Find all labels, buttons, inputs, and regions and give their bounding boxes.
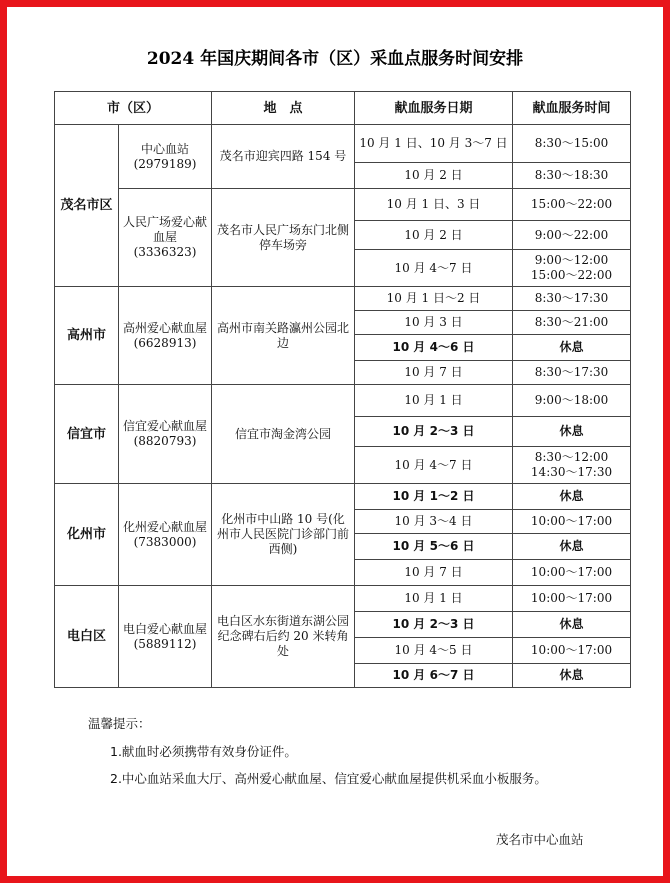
table-row — [55, 586, 631, 612]
site-address-cell: 茂名市人民广场东门北侧停车场旁 — [212, 189, 355, 287]
service-time-cell: 8:30～21:00 — [513, 311, 631, 335]
note-item: 2.中心血站采血大厅、高州爱心献血屋、信宜爱心献血屋提供机采血小板服务。 — [110, 771, 547, 786]
service-time-cell: 休息 — [513, 335, 631, 361]
site-name-cell: 化州爱心献血屋(7383000) — [119, 484, 212, 586]
site-name-cell: 电白爱心献血屋(5889112) — [119, 586, 212, 688]
city-name-cell: 信宜市 — [55, 385, 119, 484]
service-time-cell: 8:30～15:00 — [513, 125, 631, 163]
city-name-cell: 电白区 — [55, 586, 119, 688]
service-time-cell: 15:00～22:00 — [513, 189, 631, 221]
service-time-cell: 10:00～17:00 — [513, 510, 631, 534]
service-date-cell: 10 月 6～7 日 — [355, 664, 513, 688]
service-date-cell: 10 月 2 日 — [355, 163, 513, 189]
table-row — [55, 189, 631, 221]
table-row — [55, 125, 631, 163]
service-time-cell: 8:30～17:30 — [513, 287, 631, 311]
service-date-cell: 10 月 4～7 日 — [355, 447, 513, 484]
service-time-cell: 10:00～17:00 — [513, 586, 631, 612]
service-date-cell: 10 月 1 日 — [355, 385, 513, 417]
header-date: 献血服务日期 — [355, 92, 513, 125]
service-time-cell: 休息 — [513, 484, 631, 510]
service-date-cell: 10 月 1 日 — [355, 586, 513, 612]
site-address-cell: 信宜市淘金湾公园 — [212, 385, 355, 484]
service-time-cell: 休息 — [513, 534, 631, 560]
page-title: 2024 年国庆期间各市（区）采血点服务时间安排 — [146, 49, 524, 69]
header-location: 地 点 — [212, 92, 355, 125]
service-date-cell: 10 月 2 日 — [355, 221, 513, 250]
service-time-cell: 8:30～12:00 14:30～17:30 — [513, 447, 631, 484]
site-address-cell: 高州市南关路瀛州公园北边 — [212, 287, 355, 385]
service-date-cell: 10 月 4～6 日 — [355, 335, 513, 361]
service-date-cell: 10 月 2～3 日 — [355, 612, 513, 638]
service-time-cell: 9:00～22:00 — [513, 221, 631, 250]
service-date-cell: 10 月 7 日 — [355, 361, 513, 385]
service-date-cell: 10 月 1 日～2 日 — [355, 287, 513, 311]
note-item: 1.献血时必须携带有效身份证件。 — [110, 744, 297, 759]
site-address-cell: 电白区水东街道东湖公园纪念碑右后约 20 米转角处 — [212, 586, 355, 688]
city-name-cell: 化州市 — [55, 484, 119, 586]
city-name-cell: 茂名市区 — [55, 125, 119, 287]
notes-section — [88, 714, 547, 796]
footer-signature: 茂名市中心血站 — [496, 832, 584, 847]
site-address-cell: 茂名市迎宾四路 154 号 — [212, 125, 355, 189]
city-name-cell: 高州市 — [55, 287, 119, 385]
service-time-cell: 10:00～17:00 — [513, 638, 631, 664]
service-time-cell: 9:00～12:00 15:00～22:00 — [513, 250, 631, 287]
service-date-cell: 10 月 1 日、10 月 3～7 日 — [355, 125, 513, 163]
service-date-cell: 10 月 5～6 日 — [355, 534, 513, 560]
service-time-cell: 10:00～17:00 — [513, 560, 631, 586]
service-date-cell: 10 月 3 日 — [355, 311, 513, 335]
service-time-cell: 休息 — [513, 664, 631, 688]
schedule-table — [54, 91, 631, 688]
service-time-cell: 休息 — [513, 612, 631, 638]
table-row — [55, 484, 631, 510]
service-date-cell: 10 月 3～4 日 — [355, 510, 513, 534]
site-name-cell: 高州爱心献血屋(6628913) — [119, 287, 212, 385]
header-city: 市（区） — [55, 92, 212, 125]
service-date-cell: 10 月 4～5 日 — [355, 638, 513, 664]
notes-heading: 温馨提示： — [88, 716, 151, 731]
service-time-cell: 8:30～17:30 — [513, 361, 631, 385]
service-date-cell: 10 月 1 日、3 日 — [355, 189, 513, 221]
site-name-cell: 信宜爱心献血屋(8820793) — [119, 385, 212, 484]
site-name-cell: 中心血站(2979189) — [119, 125, 212, 189]
site-address-cell: 化州市中山路 10 号(化州市人民医院门诊部门前西侧) — [212, 484, 355, 586]
table-row — [55, 287, 631, 311]
table-row — [55, 385, 631, 417]
header-time: 献血服务时间 — [513, 92, 631, 125]
service-time-cell: 8:30～18:30 — [513, 163, 631, 189]
service-date-cell: 10 月 4～7 日 — [355, 250, 513, 287]
site-name-cell: 人民广场爱心献血屋(3336323) — [119, 189, 212, 287]
service-date-cell: 10 月 2～3 日 — [355, 417, 513, 447]
service-date-cell: 10 月 1～2 日 — [355, 484, 513, 510]
service-time-cell: 9:00～18:00 — [513, 385, 631, 417]
service-time-cell: 休息 — [513, 417, 631, 447]
table-header-row — [55, 92, 631, 125]
table-body — [55, 125, 631, 688]
service-date-cell: 10 月 7 日 — [355, 560, 513, 586]
